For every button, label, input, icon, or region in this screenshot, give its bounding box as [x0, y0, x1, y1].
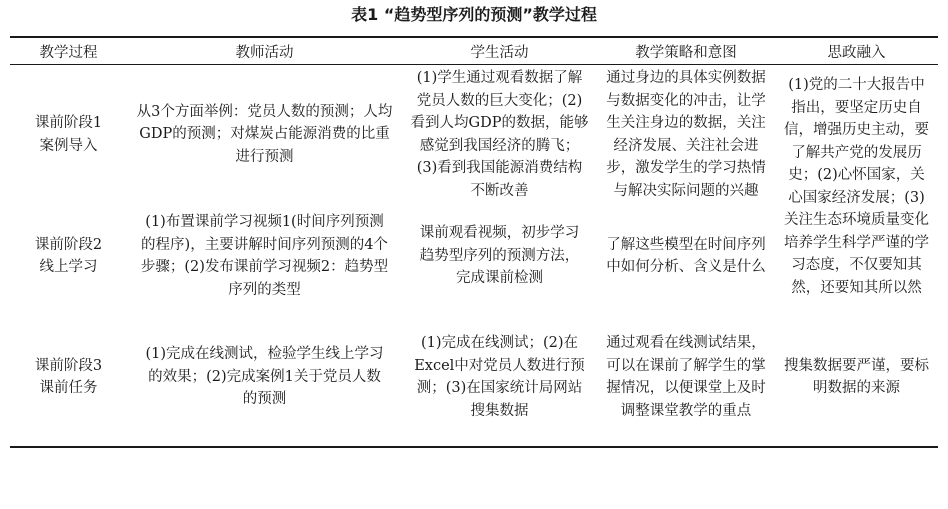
ideology-cell [775, 308, 938, 447]
student-text: (1)学生通过观看数据了解党员人数的巨大变化；(2)看到人均GDP的数据，能够感觉到我国经济的腾飞；(3)看到我国能源消费结构不断改善 [410, 70, 589, 199]
teacher-text: 从3个方面举例：党员人数的预测；人均GDP的预测；对煤炭占能源消费的比重进行预测 [136, 103, 393, 165]
table-caption: 表1 “趋势型序列的预测”教学过程 [351, 5, 597, 24]
table-row [10, 65, 938, 205]
ideology-text: 搜集数据要严谨，要标明数据的来源 [784, 357, 929, 396]
strategy-cell [597, 204, 775, 308]
stage-text: 课前阶段3 课前任务 [34, 357, 103, 396]
header-teacher-activity: 教师活动 [127, 37, 402, 65]
stage-cell [10, 65, 127, 205]
student-text: 课前观看视频，初步学习趋势型序列的预测方法，完成课前检测 [419, 225, 580, 287]
header-teaching-process: 教学过程 [10, 37, 127, 65]
stage-text: 课前阶段2 线上学习 [34, 236, 103, 275]
teaching-process-table [10, 36, 938, 448]
teacher-text: (1)完成在线测试，检验学生线上学习的效果；(2)完成案例1关于党员人数的预测 [145, 346, 384, 408]
ideology-merged-text: (1)党的二十大报告中指出，要坚定历史自信，增强历史主动，要了解共产党的发展历史；(2)心怀国家，关心国家经济发展；(3)关注生态环境质量变化培养学生科学严谨的学习态度，不仅要知其然，还要知其所以然 [784, 77, 929, 296]
header-strategy: 教学策略和意图 [597, 37, 775, 65]
strategy-text: 通过观看在线测试结果，可以在课前了解学生的掌握情况，以便课堂上及时调整课堂教学的重点 [606, 335, 766, 419]
strategy-cell [597, 308, 775, 447]
strategy-text: 通过身边的具体实例数据与数据变化的冲击，让学生关注身边的数据，关注经济发展、关注社会进步，激发学生的学习热情与解决实际问题的兴趣 [606, 70, 766, 199]
student-cell [402, 308, 597, 447]
table-row [10, 308, 938, 447]
ideology-merged-cell [775, 65, 938, 309]
student-cell [402, 65, 597, 205]
strategy-cell [597, 65, 775, 205]
stage-cell [10, 204, 127, 308]
table-header-row [10, 37, 938, 65]
strategy-text: 了解这些模型在时间序列中如何分析、含义是什么 [606, 236, 766, 275]
stage-text: 课前阶段1 案例导入 [34, 115, 103, 154]
stage-cell [10, 308, 127, 447]
header-student-activity: 学生活动 [402, 37, 597, 65]
teacher-cell [127, 65, 402, 205]
student-text: (1)完成在线测试；(2)在Excel中对党员人数进行预测；(3)在国家统计局网站搜集数据 [414, 335, 585, 419]
header-ideology: 思政融入 [775, 37, 938, 65]
student-cell [402, 204, 597, 308]
teacher-cell [127, 308, 402, 447]
teacher-cell [127, 204, 402, 308]
teacher-text: (1)布置课前学习视频1(时间序列预测的程序)，主要讲解时间序列预测的4个步骤；(2)发布课前学习视频2：趋势型序列的类型 [140, 214, 389, 298]
